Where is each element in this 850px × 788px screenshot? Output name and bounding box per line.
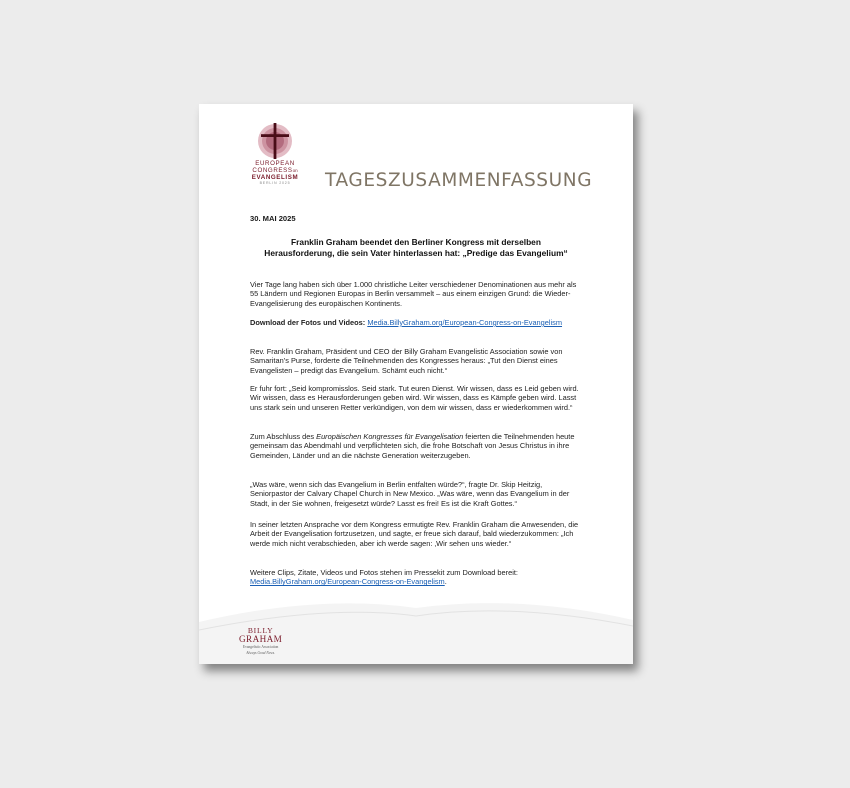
- media-download-link[interactable]: Media.BillyGraham.org/European-Congress-on-Evangelism: [367, 318, 563, 327]
- logo-text-berlin: BERLIN 2025: [259, 181, 291, 185]
- press-kit-link[interactable]: Media.BillyGraham.org/European-Congress-on-Evangelism: [250, 577, 445, 587]
- page-heading: TAGESZUSAMMENFASSUNG: [325, 170, 593, 191]
- logo-text-on: on: [292, 168, 298, 173]
- paragraph-press-kit: [250, 568, 582, 587]
- logo-text-congress-word: CONGRESS: [252, 167, 293, 174]
- download-label: Download der Fotos und Videos:: [250, 318, 366, 327]
- paragraph-heitzig-quote: „Was wäre, wenn sich das Evangelium in Berlin entfalten würde?“, fragte Dr. Skip Heitzig, Seniorpastor der Calvary Chapel Church in New Mexico. „Was wäre, wenn das Evangelium in der Stadt, in der Sie wohnen, freigesetzt würde? Lasst es frei! Es ist die Kraft Gottes.“: [250, 480, 570, 508]
- logo-text-evangelism: EVANGELISM: [251, 174, 299, 181]
- logo-text-congress: [245, 167, 305, 174]
- press-release-page: [199, 104, 633, 664]
- release-date: 30. MAI 2025: [250, 214, 296, 223]
- logo-text-european: EUROPEAN: [255, 160, 295, 167]
- press-kit-period: .: [444, 577, 447, 587]
- paragraph-challenge: Rev. Franklin Graham, Präsident und CEO der Billy Graham Evangelistic Association sowie von Samaritan’s Purse, forderte die Teilnehmenden des Kongresses heraus: „Tut den Dienst eines Evangelisten – predigt das Evangelium. Schämt euch nicht.“: [250, 347, 563, 375]
- closing-text-start: Zum Abschluss des: [250, 432, 317, 441]
- congress-logo: [245, 122, 305, 186]
- closing-text-end: feierten die Teilnehmenden heute gemeinsam das Abendmahl und verpflichteten sich, die frohe Botschaft von Jesus Christus in ihre Gemeinden, Länder und an die nächste Generation weiterzugeben.: [250, 432, 575, 460]
- bgea-logo-tagline: Always Good News.: [246, 650, 276, 655]
- press-kit-text: Weitere Clips, Zitate, Videos und Fotos stehen im Pressekit zum Download bereit:: [250, 568, 518, 577]
- congress-name-italic: Europäischen Kongresses für Evangelisation: [316, 432, 464, 441]
- bgea-logo-association: Evangelistic Association: [242, 644, 279, 649]
- bgea-logo: [239, 627, 282, 657]
- paragraph-final-address: In seiner letzten Ansprache vor dem Kongress ermutigte Rev. Franklin Graham die Anwesenden, die Arbeit der Evangelisation fortzusetzen, und sagte, er freue sich darauf, bald wiederzukommen: „Ich werde mich nicht verabschieden, aber ich werde sagen: ‚Wir sehen uns wieder.“: [250, 520, 579, 548]
- bgea-logo-billy: BILLY: [247, 626, 274, 635]
- paragraph-continuation: Er fuhr fort: „Seid kompromisslos. Seid stark. Tut euren Dienst. Wir wissen, dass es Leid geben wird. Wir wissen, dass es Herausforderungen geben wird. Wir wissen, dass es Kämpfe geben wird. Lasst uns stark sein und unseren Retter verkündigen, von dem wir wissen, dass er wiederkommen wird.“: [250, 384, 579, 412]
- cross-logo-icon: [256, 122, 294, 160]
- release-title: Franklin Graham beendet den Berliner Kongress mit derselben Herausforderung, die sein Vater hinterlassen hat: „Predige das Evangelium“: [264, 237, 568, 258]
- paragraph-download: [250, 318, 582, 327]
- bgea-logo-graham: GRAHAM: [239, 634, 283, 644]
- paragraph-closing: [250, 432, 582, 460]
- paragraph-intro: Vier Tage lang haben sich über 1.000 christliche Leiter verschiedener Denominationen aus mehr als 55 Ländern und Regionen Europas in Berlin versammelt – aus einem einzigen Grund: die Wieder-Evangelisierung des europäischen Kontinents.: [250, 280, 577, 308]
